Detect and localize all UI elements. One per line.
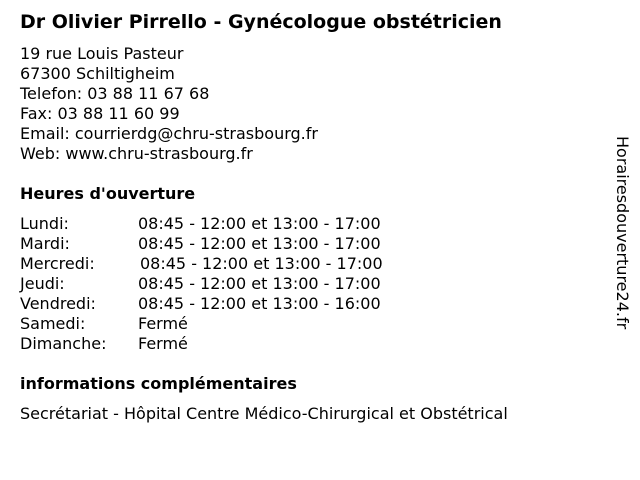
day-label: Mardi:	[20, 234, 70, 253]
day-hours: 08:45 - 12:00 et 13:00 - 17:00	[140, 254, 383, 273]
site-watermark: Horairesdouverture24.fr	[613, 136, 632, 330]
address-street: 19 rue Louis Pasteur	[20, 44, 184, 63]
info-heading: informations complémentaires	[20, 374, 297, 393]
day-label: Lundi:	[20, 214, 69, 233]
day-label: Dimanche:	[20, 334, 107, 353]
phone-line: Telefon: 03 88 11 67 68	[20, 84, 210, 103]
day-hours: Fermé	[138, 334, 188, 353]
hours-row-friday	[20, 294, 440, 314]
day-hours: 08:45 - 12:00 et 13:00 - 17:00	[138, 214, 381, 233]
hours-row-saturday	[20, 314, 440, 334]
fax-line: Fax: 03 88 11 60 99	[20, 104, 180, 123]
day-hours: 08:45 - 12:00 et 13:00 - 16:00	[138, 294, 381, 313]
hours-row-monday	[20, 214, 440, 234]
hours-row-thursday	[20, 274, 440, 294]
hours-table	[20, 214, 440, 354]
hours-heading: Heures d'ouverture	[20, 184, 196, 203]
info-text: Secrétariat - Hôpital Centre Médico-Chirurgical et Obstétrical	[20, 404, 508, 423]
day-label: Mercredi:	[20, 254, 95, 273]
day-label: Jeudi:	[20, 274, 65, 293]
email-line: Email: courrierdg@chru-strasbourg.fr	[20, 124, 318, 143]
page-title: Dr Olivier Pirrello - Gynécologue obstétricien	[20, 11, 502, 33]
web-line: Web: www.chru-strasbourg.fr	[20, 144, 253, 163]
hours-row-tuesday	[20, 234, 440, 254]
day-label: Vendredi:	[20, 294, 96, 313]
day-hours: 08:45 - 12:00 et 13:00 - 17:00	[138, 234, 381, 253]
address-city: 67300 Schiltigheim	[20, 64, 175, 83]
hours-row-wednesday	[20, 254, 440, 274]
day-hours: 08:45 - 12:00 et 13:00 - 17:00	[138, 274, 381, 293]
contact-block	[20, 44, 318, 164]
day-hours: Fermé	[138, 314, 188, 333]
day-label: Samedi:	[20, 314, 86, 333]
hours-row-sunday	[20, 334, 440, 354]
